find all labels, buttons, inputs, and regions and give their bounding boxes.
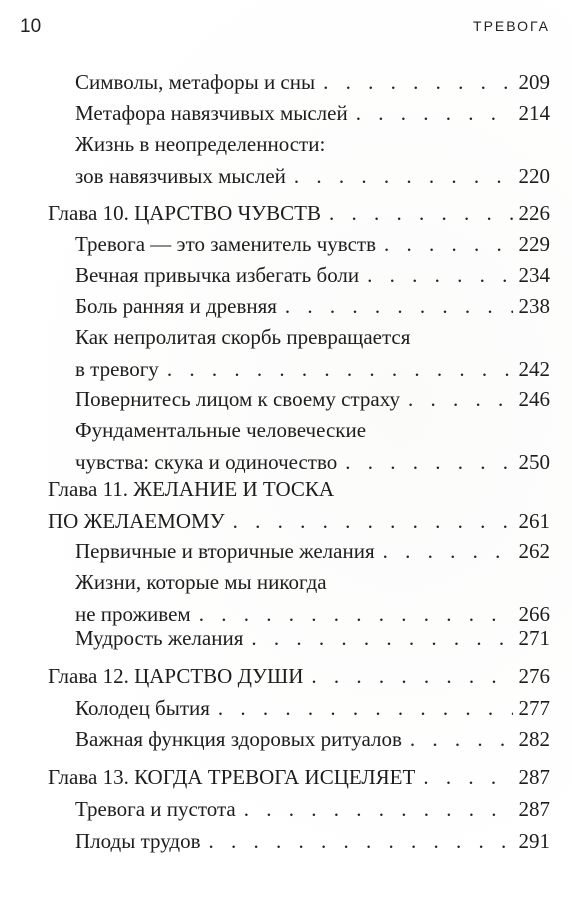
toc-entry <box>75 259 550 291</box>
toc-chapter-entry <box>48 660 550 692</box>
toc-entry-page: 291 <box>518 829 550 853</box>
toc-entry-title-continued: в тревогу <box>75 357 159 381</box>
toc-entry <box>75 321 550 385</box>
toc-entry-page: 271 <box>518 626 550 650</box>
dot-leader <box>383 535 513 567</box>
dot-leader <box>356 97 513 129</box>
dot-leader <box>233 505 513 537</box>
dot-leader <box>294 160 513 192</box>
toc-entry-page: 242 <box>518 357 550 381</box>
toc-entry <box>75 128 550 192</box>
toc-entry-title-continued: не проживем <box>75 602 191 626</box>
dot-leader <box>311 660 512 692</box>
running-title: ТРЕВОГА <box>473 18 550 34</box>
toc-entry-title: Повернитесь лицом к своему страху <box>75 387 400 411</box>
dot-leader <box>367 259 512 291</box>
dot-leader <box>410 723 513 755</box>
toc-entry-title: Боль ранняя и древняя <box>75 294 277 318</box>
toc-entry <box>75 825 550 857</box>
toc-entry-page: 266 <box>518 602 550 626</box>
toc-entry-page: 214 <box>518 101 550 125</box>
toc-entry-title: Метафора навязчивых мыслей <box>75 101 348 125</box>
toc-entry-title: Символы, метафоры и сны <box>75 70 316 94</box>
toc-chapter-entry <box>48 761 550 793</box>
toc-entry-title-continued: зов навязчивых мыслей <box>75 164 286 188</box>
toc-entry-title: Плоды трудов <box>75 829 201 853</box>
dot-leader <box>329 197 513 229</box>
toc-entry-page: 282 <box>518 727 550 751</box>
dot-leader <box>408 383 513 415</box>
toc-entry-title: Мудрость желания <box>75 626 244 650</box>
toc-chapter-title: Глава 10. ЦАРСТВО ЧУВСТВ <box>48 201 321 225</box>
toc-entry <box>75 535 550 567</box>
toc-chapter-title: Глава 12. ЦАРСТВО ДУШИ <box>48 664 304 688</box>
toc-entry-title: Жизнь в неопределенности: <box>75 132 326 156</box>
toc-entry-page: 209 <box>518 70 550 94</box>
toc-entry-title-continued: чувства: скука и одиночество <box>75 450 338 474</box>
toc-entry-page: 276 <box>518 664 550 688</box>
toc-entry-page: 287 <box>518 765 550 789</box>
toc-entry <box>75 228 550 260</box>
toc-entry-page: 238 <box>518 294 550 318</box>
toc-entry-title: Жизни, которые мы никогда <box>75 570 327 594</box>
dot-leader <box>209 825 513 857</box>
dot-leader <box>244 793 513 825</box>
dot-leader <box>384 228 513 260</box>
toc-chapter-title: Глава 11. ЖЕЛАНИЕ И ТОСКА <box>48 477 335 501</box>
toc-entry-title: Как непролитая скорбь превращается <box>75 325 411 349</box>
dot-leader <box>323 66 512 98</box>
toc-entry-page: 262 <box>518 539 550 563</box>
toc-entry <box>75 723 550 755</box>
toc-entry-page: 220 <box>518 164 550 188</box>
dot-leader <box>251 622 512 654</box>
toc-entry <box>75 414 550 478</box>
toc-entry-title: Первичные и вторичные желания <box>75 539 375 563</box>
toc-entry <box>75 622 550 654</box>
toc-chapter-title: Глава 13. КОГДА ТРЕВОГА ИСЦЕЛЯЕТ <box>48 765 416 789</box>
toc-entry <box>75 692 550 724</box>
toc-entry-page: 229 <box>518 232 550 256</box>
toc-entry-page: 287 <box>518 797 550 821</box>
toc-entry-page: 226 <box>518 201 550 225</box>
toc-entry-title: Важная функция здоровых ритуалов <box>75 727 402 751</box>
toc-entry-title: Вечная привычка избегать боли <box>75 263 360 287</box>
toc-chapter-title-continued: ПО ЖЕЛАЕМОМУ <box>48 509 225 533</box>
toc-chapter-entry <box>48 197 550 229</box>
toc-entry-title: Колодец бытия <box>75 696 210 720</box>
toc-entry <box>75 793 550 825</box>
toc-entry-page: 277 <box>518 696 550 720</box>
page-number: 10 <box>20 16 42 37</box>
toc-entry-page: 261 <box>518 509 550 533</box>
dot-leader <box>423 761 512 793</box>
toc-entry-page: 250 <box>518 450 550 474</box>
toc-entry-title: Фундаментальные человеческие <box>75 418 367 442</box>
toc-entry-title: Тревога — это заменитель чувств <box>75 232 376 256</box>
toc-entry <box>75 383 550 415</box>
toc-entry <box>75 97 550 129</box>
dot-leader <box>218 692 513 724</box>
toc-entry-page: 246 <box>518 387 550 411</box>
dot-leader <box>167 353 513 385</box>
toc-entry-page: 234 <box>518 263 550 287</box>
toc-entry-title: Тревога и пустота <box>75 797 236 821</box>
toc-entry <box>75 290 550 322</box>
dot-leader <box>285 290 513 322</box>
toc-entry <box>75 566 550 630</box>
toc-chapter-entry <box>48 473 550 537</box>
toc-entry <box>75 66 550 98</box>
